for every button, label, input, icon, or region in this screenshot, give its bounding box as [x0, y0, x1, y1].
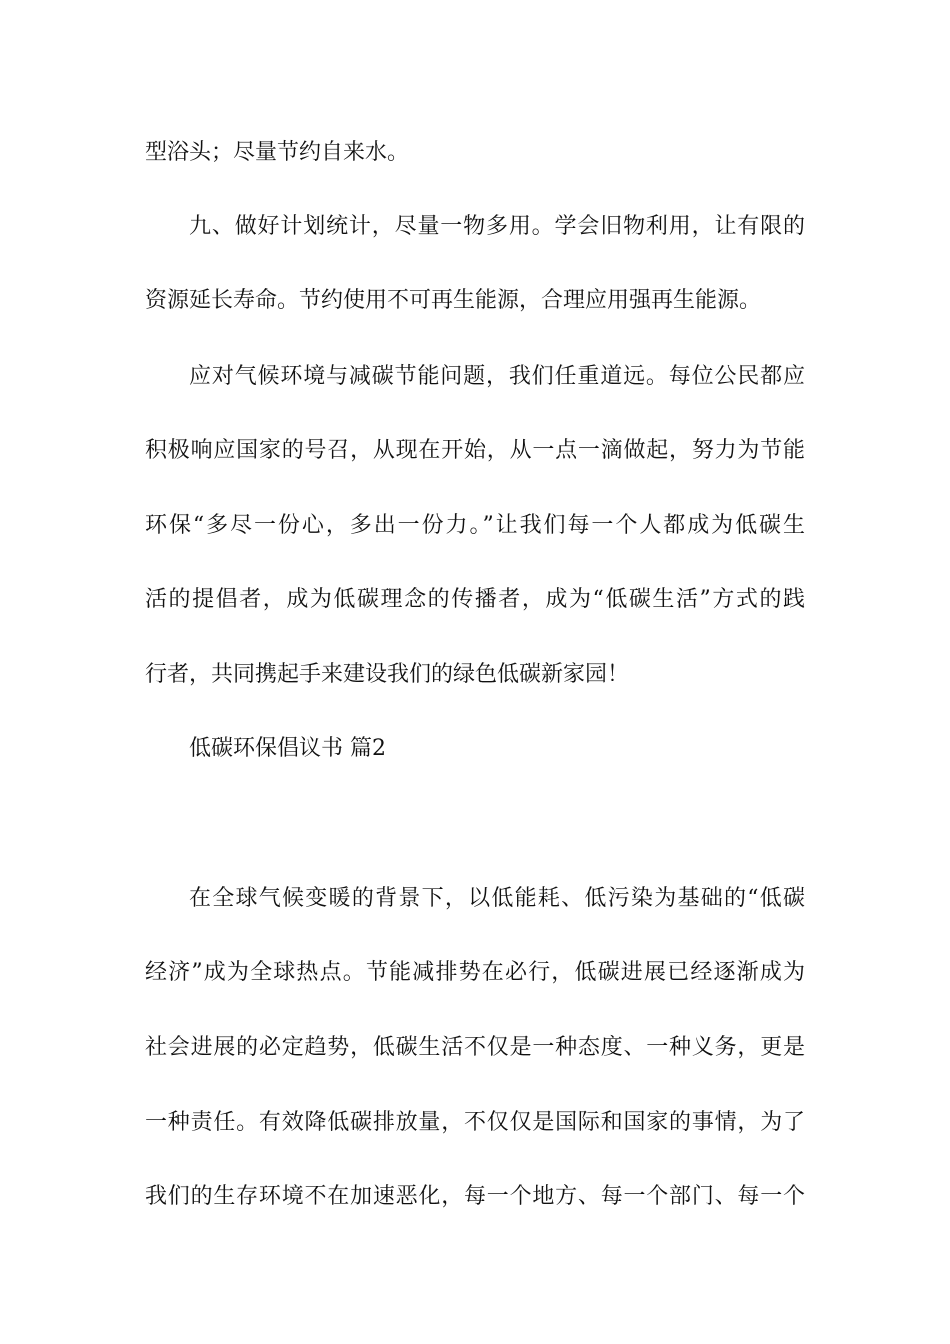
paragraph-line: 活的提倡者，成为低碳理念的传播者，成为“低碳生活”方式的践: [145, 587, 805, 612]
paragraph-line: 在全球气候变暖的背景下，以低能耗、低污染为基础的“低碳: [189, 886, 805, 911]
paragraph-line: 环保“多尽一份心，多出一份力。”让我们每一个人都成为低碳生: [145, 513, 805, 538]
section-heading: 低碳环保倡议书 篇2: [189, 736, 386, 761]
paragraph-line: 经济”成为全球热点。节能减排势在必行，低碳进展已经逐渐成为: [145, 960, 805, 985]
paragraph-line: 一种责任。有效降低碳排放量，不仅仅是国际和国家的事情，为了: [145, 1110, 805, 1135]
paragraph-line: 积极响应国家的号召，从现在开始，从一点一滴做起，努力为节能: [145, 438, 805, 463]
paragraph-line: 行者，共同携起手来建设我们的绿色低碳新家园！: [145, 662, 630, 687]
paragraph-line: 资源延长寿命。节约使用不可再生能源，合理应用强再生能源。: [145, 288, 762, 313]
paragraph-line: 九、做好计划统计，尽量一物多用。学会旧物利用，让有限的: [189, 214, 805, 239]
paragraph-line: 型浴头；尽量节约自来水。: [145, 140, 410, 165]
paragraph-line: 应对气候环境与减碳节能问题，我们任重道远。每位公民都应: [189, 364, 805, 389]
paragraph-line: 我们的生存环境不在加速恶化，每一个地方、每一个部门、每一个: [145, 1184, 805, 1209]
paragraph-line: 社会进展的必定趋势，低碳生活不仅是一种态度、一种义务，更是: [145, 1035, 805, 1060]
